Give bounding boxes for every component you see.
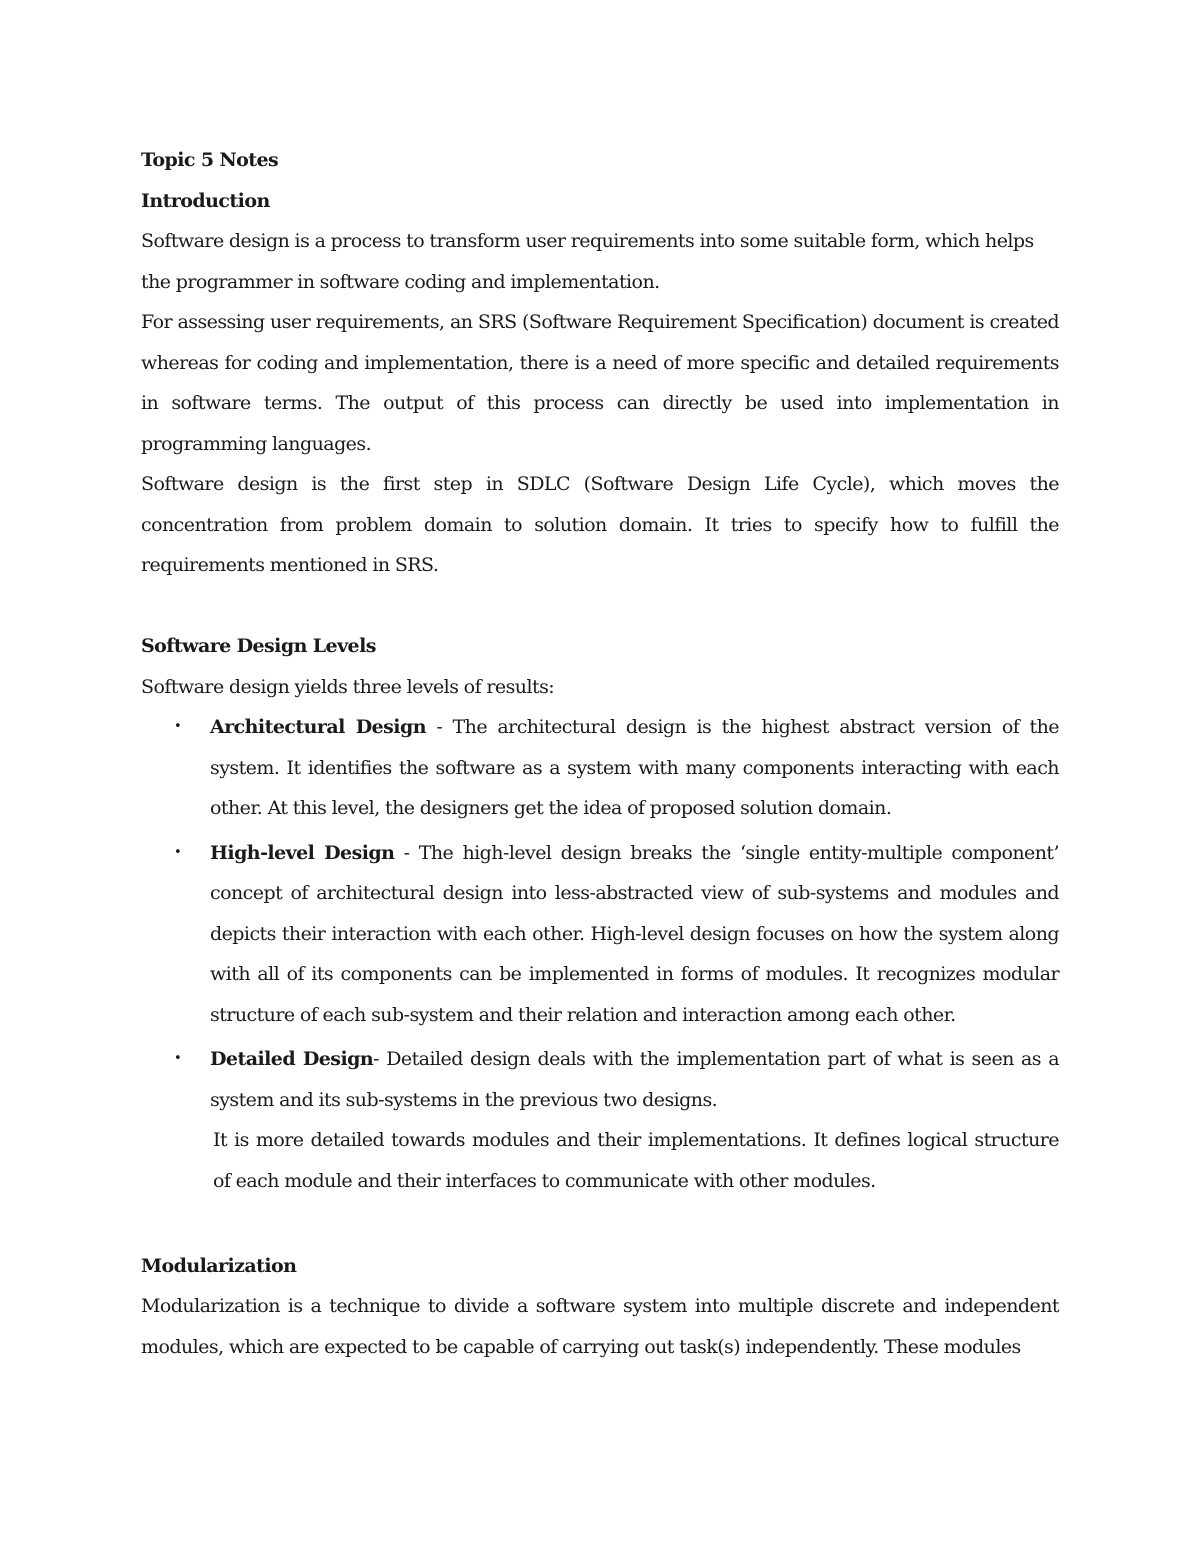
document-page — [141, 140, 1059, 1367]
bullet-icon: • — [174, 719, 182, 734]
design-levels-intro: Software design yields three levels of results: — [141, 675, 555, 698]
intro-paragraph-2: For assessing user requirements, an SRS (Software Requirement Specification) document is created whereas for coding and implementation, there is a need of more specific and detailed requirements in software terms. The output of this process can directly be used into implementation in programming languages. — [141, 311, 1059, 455]
list-item — [141, 1039, 1059, 1201]
bullet-icon: • — [174, 1051, 182, 1066]
intro-paragraph-1: Software design is a process to transform user requirements into some suitable form, which helps the programmer in software coding and implementation. — [141, 230, 1034, 293]
document-title: Topic 5 Notes — [141, 149, 279, 171]
spacer — [141, 586, 1059, 627]
list-item — [141, 833, 1059, 1036]
bullet-icon: • — [174, 844, 182, 860]
list-item-text: The high-level design breaks the ‘single entity-multiple component’ concept of architectural design into less-abstracted view of sub-systems and modules and depicts their interaction with each other. High-level design focuses on how the system along with all of its components can be implemented in forms of modules. It recognizes modular structure of each sub-system and their relation and interaction among each other. — [210, 841, 1059, 1026]
list-item-term: Architectural Design — [210, 716, 426, 738]
modularization-paragraph: Modularization is a technique to divide a software system into multiple discrete and independent modules, which are expected to be capable of carrying out task(s) independently. These modules — [141, 1295, 1059, 1358]
design-levels-heading: Software Design Levels — [141, 635, 376, 657]
spacer — [141, 1205, 1059, 1246]
list-item-separator: - — [425, 716, 453, 738]
intro-paragraph-3: Software design is the first step in SDLC (Software Design Life Cycle), which moves the concentration from problem domain to solution domain. It tries to specify how to fulfill the requirements mentioned in SRS. — [141, 473, 1059, 576]
introduction-heading: Introduction — [141, 189, 270, 212]
list-item-extra-text: It is more detailed towards modules and their implementations. It defines logical structure of each module and their interfaces to communicate with other modules. — [213, 1129, 1059, 1192]
list-item — [141, 707, 1059, 829]
design-levels-list — [141, 707, 1059, 1201]
list-item-text: Detailed design deals with the implementation part of what is seen as a system and its sub-systems in the previous two designs. — [210, 1048, 1059, 1111]
list-item-text: The architectural design is the highest abstract version of the system. It identifies the software as a system with many components interacting with each other. At this level, the designers get the idea of proposed solution domain. — [210, 716, 1060, 819]
list-item-term: Detailed Design — [210, 1048, 374, 1070]
list-item-separator: - — [373, 1048, 387, 1070]
list-item-term: High-level Design — [210, 841, 395, 864]
list-item-separator: - — [394, 841, 419, 864]
modularization-heading: Modularization — [141, 1254, 297, 1277]
